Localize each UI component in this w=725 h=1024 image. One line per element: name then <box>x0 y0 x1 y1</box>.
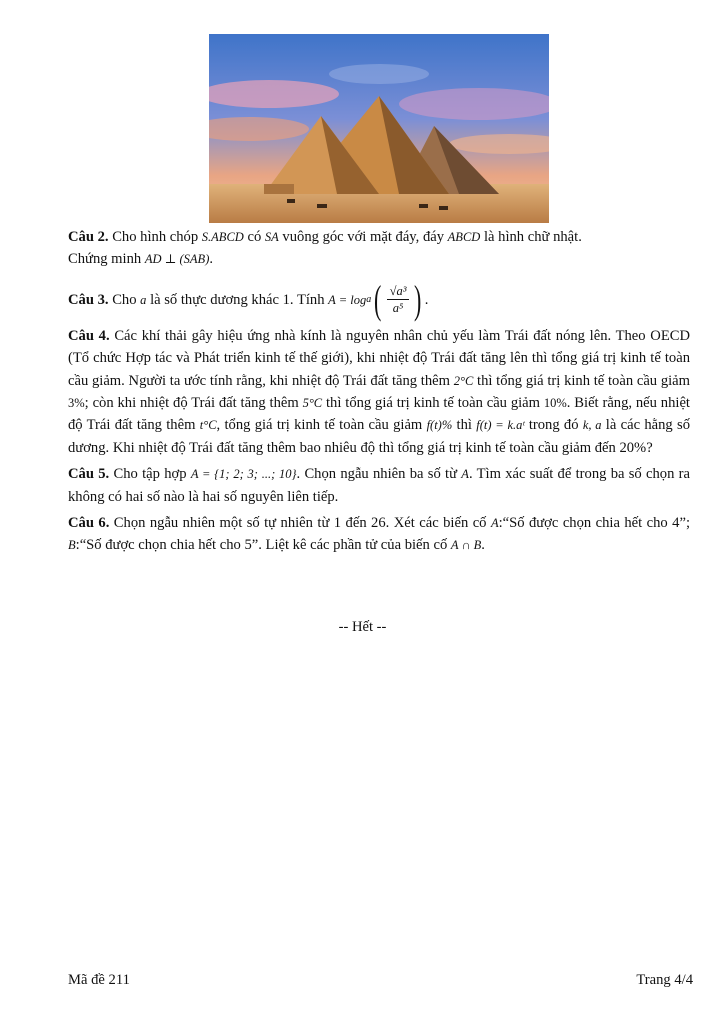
question-5: Câu 5. Cho tập hợp A = {1; 2; 3; ...; 10}. Chọn ngẫu nhiên ba số từ A. Tìm xác suất để trong ba số chọn ra không có hai số nào là hai số nguyên liên tiếp. <box>68 466 691 505</box>
question-5-label: Câu 5. <box>68 466 110 483</box>
question-2-label: Câu 2. <box>68 229 109 245</box>
end-marker: -- Hết -- <box>338 619 387 635</box>
fraction-denominator: a⁵ <box>392 301 404 316</box>
exam-content <box>68 226 690 557</box>
question-4-label: Câu 4. <box>68 327 110 344</box>
page-number: Trang 4/4 <box>636 972 693 988</box>
exam-code: Mã đề 211 <box>68 972 130 988</box>
formula-lhs: A = log <box>328 292 367 307</box>
question-4: Câu 4. Các khí thải gây hiệu ứng nhà kính là nguyên nhân chủ yếu làm Trái đất nóng lên. Theo OECD (Tổ chức Hợp tác và Phát triển kinh tế thế giới), khi nhiệt độ Trái đất tăng lên thì tổng giá trị kinh tế toàn cầu giảm. Người ta ước tính rằng, khi nhiệt độ Trái đất tăng thêm 2°C thì tổng giá trị kinh tế toàn cầu giảm 3%; còn khi nhiệt độ Trái đất tăng thêm 5°C thì tổng giá trị kinh tế toàn cầu giảm 10%. Biết rằng, nếu nhiệt độ Trái đất tăng thêm t°C, tổng giá trị kinh tế toàn cầu giảm f(t)% thì f(t) = k.aᵗ trong đó k, a là các hằng số dương. Khi nhiệt độ Trái đất tăng thêm bao nhiêu độ thì tổng giá trị kinh tế toàn cầu giảm đến 20%? <box>68 327 691 456</box>
question-2: Câu 2. Cho hình chóp S.ABCD có SA vuông góc với mặt đáy, đáy ABCD là hình chữ nhật. Chứng minh AD ⊥ (SAB). <box>68 229 582 268</box>
question-3: Câu 3. Cho a là số thực dương khác 1. Tính A = log a ( $\frac{\text{√a³}}{\text{a⁵}}$ ) . <box>68 276 429 322</box>
question-3-label: Câu 3. <box>68 291 109 308</box>
log-fraction <box>387 283 410 316</box>
fraction-numerator: √a³ <box>387 283 410 300</box>
question-6-label: Câu 6. <box>68 515 110 532</box>
question-6: Câu 6. Chọn ngẫu nhiên một số tự nhiên từ 1 đến 26. Xét các biến cố A:“Số được chọn chia hết cho 4”; B:“Số được chọn chia hết cho 5”. Liệt kê các phần tử của biến cố A ∩ B. <box>68 515 690 554</box>
log-base: a <box>366 293 372 305</box>
pyramids-illustration <box>209 34 549 223</box>
pyramids-photo <box>209 34 549 223</box>
